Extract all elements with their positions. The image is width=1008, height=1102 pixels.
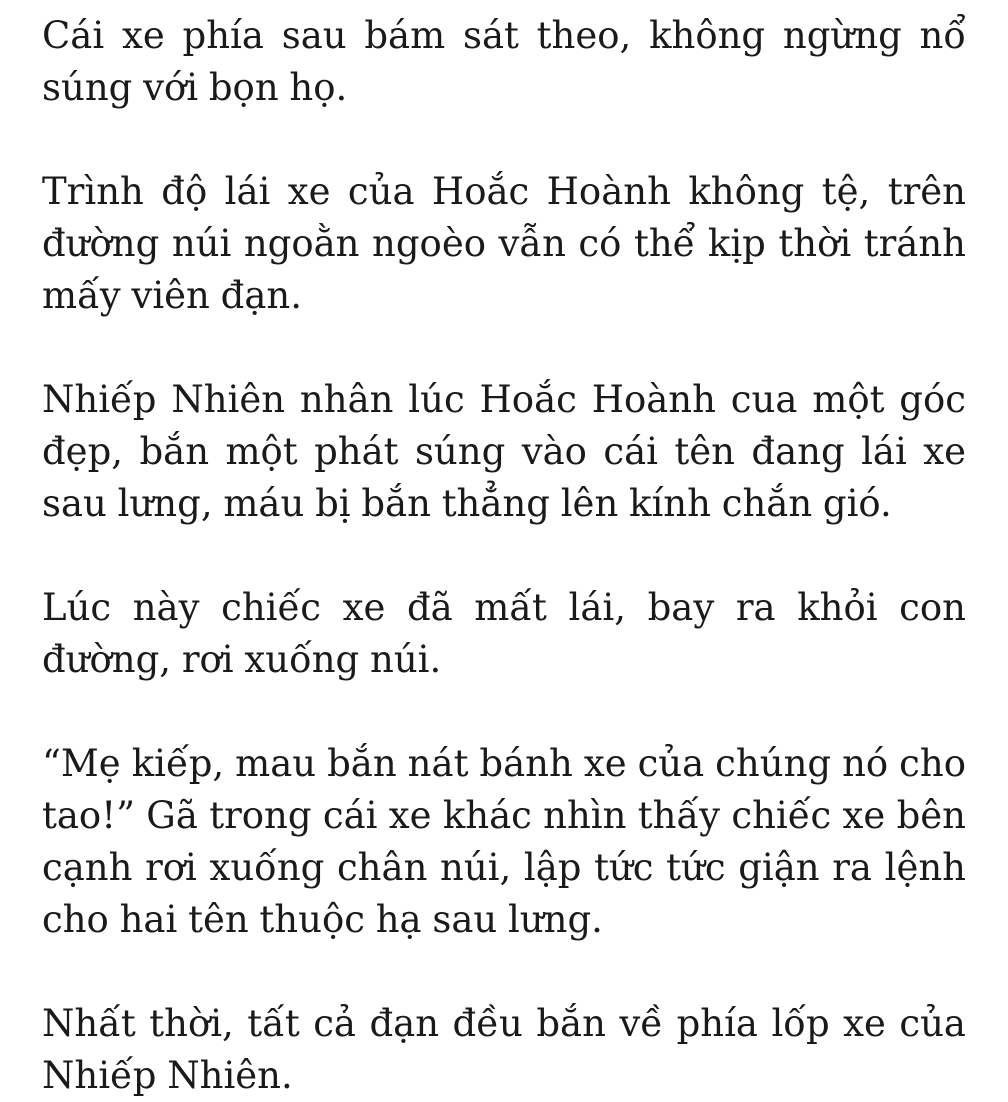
paragraph-5: “Mẹ kiếp, mau bắn nát bánh xe của chúng nó cho tao!” Gã trong cái xe khác nhìn thấy chiếc xe bên cạnh rơi xuống chân núi, lập tức tức giận ra lệnh cho hai tên thuộc hạ sau lưng. <box>42 742 966 941</box>
paragraph-4: Lúc này chiếc xe đã mất lái, bay ra khỏi con đường, rơi xuống núi. <box>42 586 966 681</box>
paragraph-3: Nhiếp Nhiên nhân lúc Hoắc Hoành cua một góc đẹp, bắn một phát súng vào cái tên đang lái xe sau lưng, máu bị bắn thẳng lên kính chắn gió. <box>42 378 966 525</box>
reading-page <box>42 10 966 1102</box>
paragraph-1: Cái xe phía sau bám sát theo, không ngừng nổ súng với bọn họ. <box>42 14 966 109</box>
paragraph-2: Trình độ lái xe của Hoắc Hoành không tệ, trên đường núi ngoằn ngoèo vẫn có thể kịp thời tránh mấy viên đạn. <box>42 170 966 317</box>
paragraph-6: Nhất thời, tất cả đạn đều bắn về phía lốp xe của Nhiếp Nhiên. <box>42 1002 966 1097</box>
